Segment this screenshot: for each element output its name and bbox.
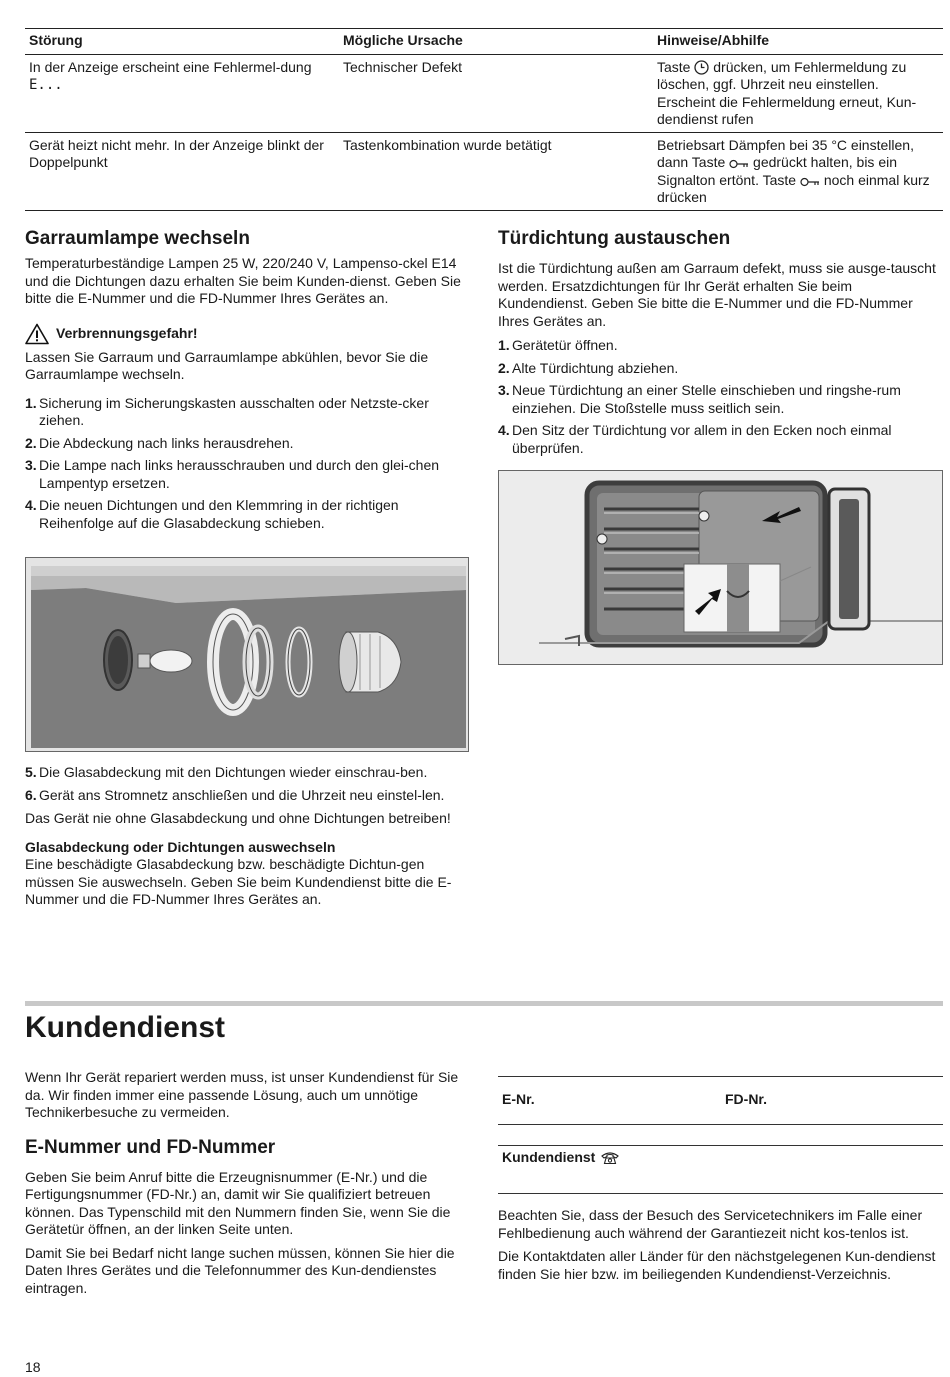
service-intro: Wenn Ihr Gerät repariert werden muss, ist unser Kundendienst für Sie da. Wir finden immer eine passende Lösung, auch um unnötige Technikerbesuche zu vermeiden. — [25, 1069, 459, 1120]
phone-icon — [600, 1151, 620, 1165]
list-item: 6. Gerät ans Stromnetz anschließen und die Uhrzeit neu einstel-len. — [25, 786, 445, 803]
table-header-problem: Störung — [25, 29, 339, 55]
lamp-parts-drawing — [26, 558, 468, 751]
warning-text: Lassen Sie Garraum und Garraumlampe abkühlen, bevor Sie die Garraumlampe wechseln. — [25, 348, 429, 382]
list-item: 3. Die Lampe nach links herausschrauben und durch den glei-chen Lampentyp ersetzen. — [25, 457, 440, 491]
lamp-title: Garraumlampe wechseln — [25, 228, 250, 249]
glass-cover-subtitle: Glasabdeckung oder Dichtungen auswechseln — [25, 838, 336, 855]
troubleshooting-table — [25, 28, 943, 211]
service-title: Kundendienst — [25, 1011, 225, 1044]
table-cell-problem: Gerät heizt nicht mehr. In der Anzeige blinkt der Doppelpunkt — [25, 132, 339, 210]
warning-triangle-icon — [25, 323, 49, 345]
lamp-replacement-illustration — [25, 557, 469, 752]
warning-title: Verbrennungsgefahr! — [56, 324, 198, 341]
service-note-2: Die Kontaktdaten aller Länder für den nächstgelegenen Kun-dendienst finden Sie hier bzw. im beiliegenden Kundendienst-Verzeichnis. — [498, 1248, 936, 1282]
form-line-2 — [498, 1145, 943, 1146]
service-phone-label: Kundendienst — [502, 1149, 596, 1165]
lamp-note: Das Gerät nie ohne Glasabdeckung und ohne Dichtungen betreiben! — [25, 810, 451, 826]
page-number: 18 — [25, 1359, 41, 1375]
table-cell-cause: Technischer Defekt — [339, 54, 653, 132]
seal-steps — [498, 337, 944, 457]
table-row — [25, 54, 943, 132]
table-cell-remedy: Betriebsart Dämpfen bei 35 °C einstellen, dann Taste gedrückt halten, bis ein Signalton ertönt. Taste noch einmal kurz drücken — [653, 132, 943, 210]
list-item: 1. Gerätetür öffnen. — [498, 337, 618, 353]
service-right-notes — [498, 1207, 944, 1283]
form-line-top — [498, 1076, 943, 1077]
list-item: 2. Die Abdeckung nach links herausdrehen. — [25, 434, 294, 451]
list-item: 3. Neue Türdichtung an einer Stelle einschieben und ringshe-rum einziehen. Die Stoßstelle muss seitlich sein. — [498, 382, 901, 416]
enr-label: E-Nr. — [502, 1091, 535, 1107]
service-heading-block — [25, 1011, 943, 1045]
table-row — [25, 132, 943, 210]
seal-intro: Ist die Türdichtung außen am Garraum defekt, muss sie ausge-tauscht werden. Ersatzdichtungen für Ihr Gerät erhalten Sie beim Kundendienst. Geben Sie bitte die E-Nummer und die FD-Nummer Ihres Gerätes an. — [498, 260, 936, 329]
list-item: 4. Die neuen Dichtungen und den Klemmring in der richtigen Reihenfolge auf die Glasabdeckung schieben. — [25, 497, 399, 531]
list-item: 1. Sicherung im Sicherungskasten ausschalten oder Netzste-cker ziehen. — [25, 394, 429, 428]
section-divider — [25, 1001, 943, 1006]
form-line-3 — [498, 1193, 943, 1194]
enr-text-2: Damit Sie bei Bedarf nicht lange suchen müssen, können Sie hier die Daten Ihres Gerätes und die Telefonnummer des Kun-dendienstes eintragen. — [25, 1244, 455, 1296]
key-icon — [800, 176, 820, 188]
clock-icon — [694, 60, 709, 75]
table-cell-cause: Tastenkombination wurde betätigt — [339, 132, 653, 210]
lamp-steps — [25, 395, 470, 533]
service-note-1: Beachten Sie, dass der Besuch des Servicetechnikers im Falle einer Fehlbedienung auch während der Garantiezeit nicht kos-tenlos ist. — [498, 1207, 923, 1241]
list-item: 4. Den Sitz der Türdichtung vor allem in den Ecken noch einmal überprüfen. — [498, 422, 892, 456]
table-header-remedy: Hinweise/Abhilfe — [653, 29, 943, 55]
service-left-column — [25, 1069, 470, 1297]
fdnr-label: FD-Nr. — [725, 1091, 767, 1107]
seal-section — [498, 228, 944, 462]
seal-title: Türdichtung austauschen — [498, 228, 731, 249]
lamp-intro: Temperaturbeständige Lampen 25 W, 220/240 V, Lampenso-ckel E14 und die Dichtungen dazu erhalten Sie beim Kunden-dienst. Geben Sie bitte die E-Nummer und die FD-Nummer Ihres Gerätes an. — [25, 255, 461, 306]
table-cell-remedy: Taste drücken, um Fehlermeldung zu löschen, ggf. Uhrzeit neu einstellen. Erscheint die Fehlermeldung erneut, Kun-dendienst rufen — [653, 54, 943, 132]
list-item: 5. Die Glasabdeckung mit den Dichtungen wieder einschrau-ben. — [25, 764, 428, 780]
table-header-cause: Mögliche Ursache — [339, 29, 653, 55]
glass-cover-text: Eine beschädigte Glasabdeckung bzw. beschädigte Dichtun-gen müssen Sie auswechseln. Geben Sie beim Kundendienst bitte die E-Nummer und die FD-Nummer Ihres Gerätes an. — [25, 856, 452, 907]
enr-title: E-Nummer und FD-Nummer — [25, 1136, 276, 1158]
list-item: 2. Alte Türdichtung abziehen. — [498, 359, 679, 376]
warning-heading — [25, 323, 470, 345]
service-phone-field — [502, 1149, 620, 1167]
lamp-section-continued — [25, 764, 470, 909]
table-cell-problem: In der Anzeige erscheint eine Fehlermel-dung E... — [25, 54, 339, 132]
form-line-1 — [498, 1124, 943, 1125]
oven-seal-drawing — [499, 471, 942, 664]
lamp-steps-continued — [25, 764, 470, 804]
key-icon — [729, 158, 749, 170]
door-seal-illustration — [498, 470, 943, 665]
error-code-symbol: E... — [29, 77, 63, 93]
enr-text-1: Geben Sie beim Anruf bitte die Erzeugnisnummer (E-Nr.) und die Fertigungsnummer (FD-Nr.) an, damit wir Sie qualifiziert betreuen können. Das Typenschild mit den Nummern finden Sie, wenn Sie die Gerätetür öffnen, an der linken Seite unten. — [25, 1168, 451, 1237]
lamp-section — [25, 228, 470, 537]
